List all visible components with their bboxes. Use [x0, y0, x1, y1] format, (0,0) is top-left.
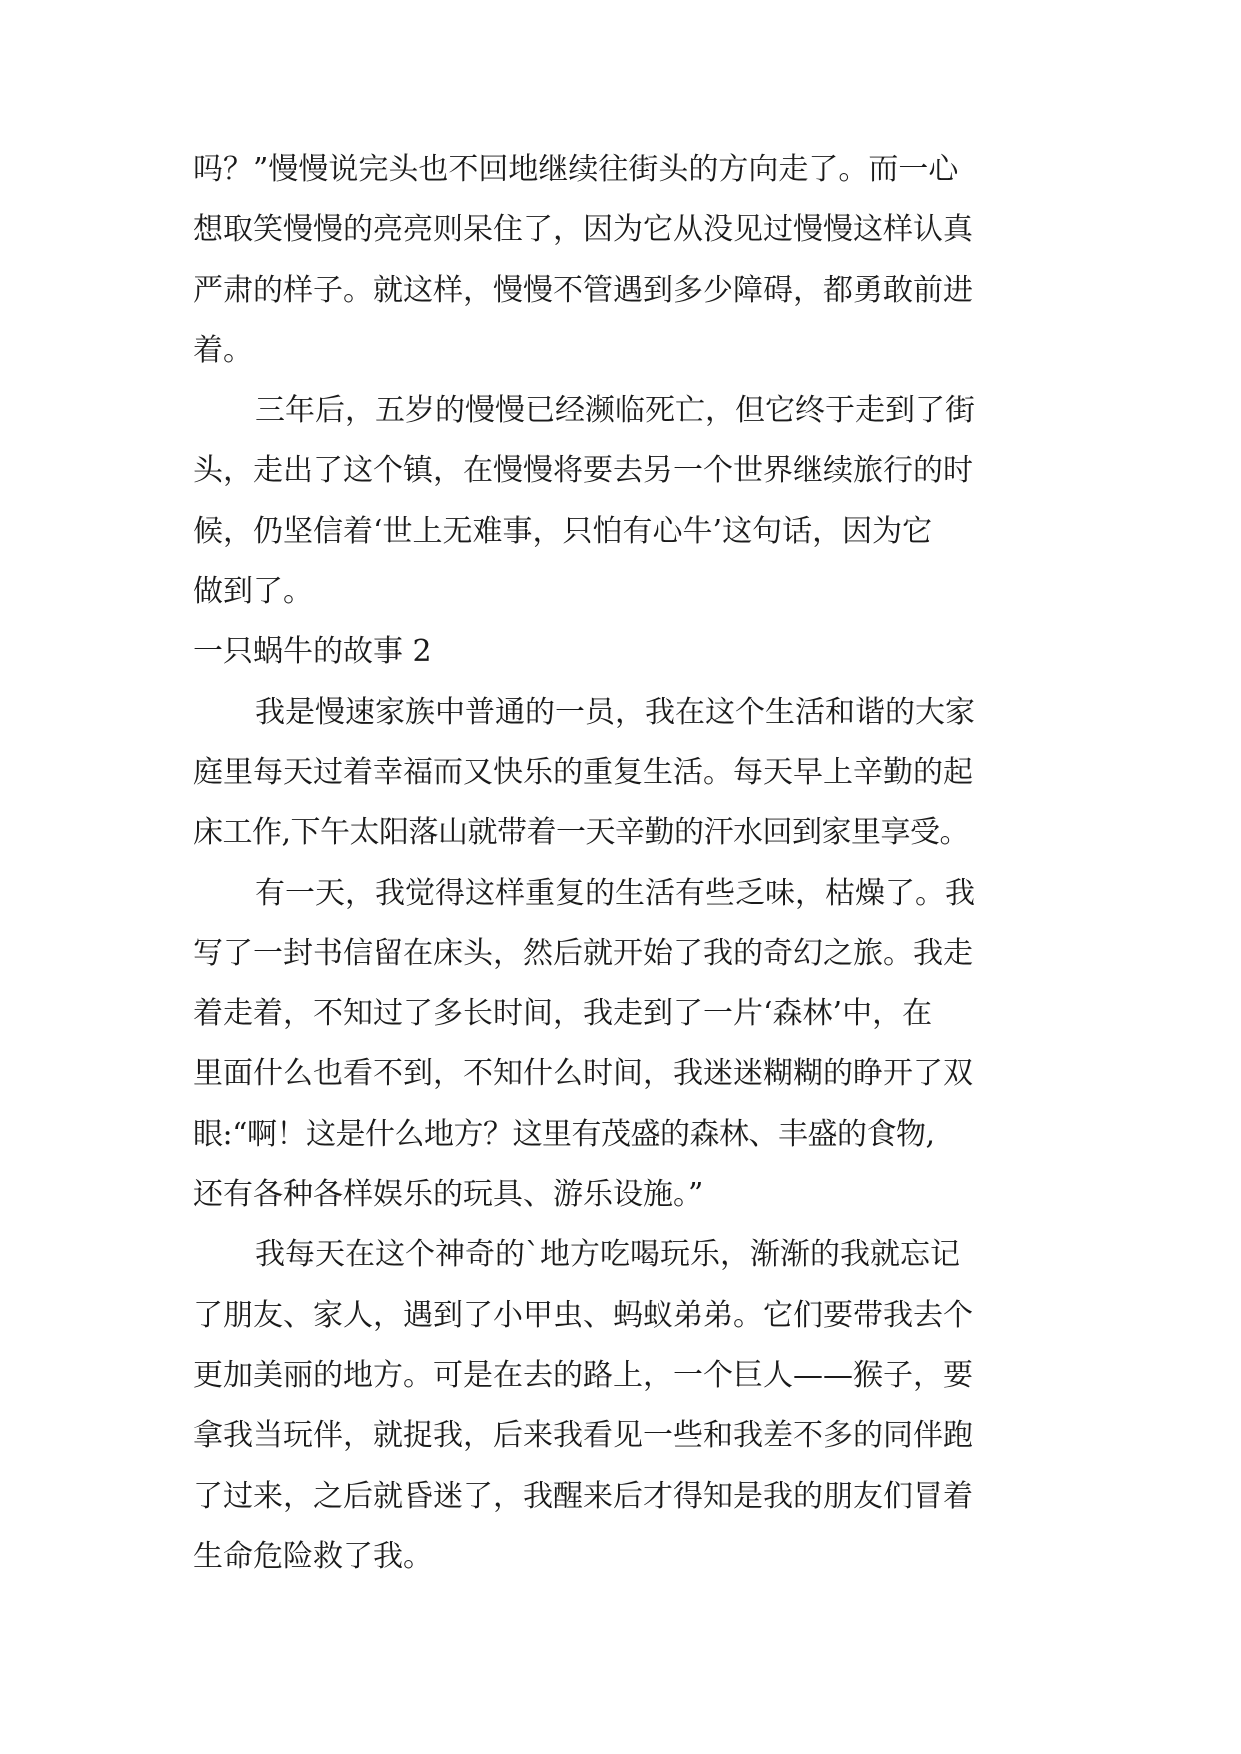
text-line: 着。 — [193, 332, 253, 368]
text-line: 更加美丽的地方。可是在去的路上，一个巨人——猴子，要 — [193, 1357, 973, 1393]
text-line: 做到了。 — [193, 574, 313, 610]
text-line: 庭里每天过着幸福而又快乐的重复生活。每天早上辛勤的起 — [193, 754, 973, 790]
section-heading: 一只蜗牛的故事 2 — [193, 634, 432, 670]
text-line: 里面什么也看不到，不知什么时间，我迷迷糊糊的睁开了双 — [193, 1056, 973, 1092]
text-line: 生命危险救了我。 — [193, 1538, 433, 1574]
paragraph-first-line: 我是慢速家族中普通的一员，我在这个生活和谐的大家 — [255, 694, 975, 730]
text-line: 了过来，之后就昏迷了，我醒来后才得知是我的朋友们冒着 — [193, 1478, 973, 1514]
text-line: 严肃的样子。就这样，慢慢不管遇到多少障碍，都勇敢前进 — [193, 272, 973, 308]
text-line: 拿我当玩伴，就捉我，后来我看见一些和我差不多的同伴跑 — [193, 1418, 973, 1454]
text-line: 着走着，不知过了多长时间，我走到了一片‘森林’中，在 — [193, 996, 933, 1032]
text-line: 写了一封书信留在床头，然后就开始了我的奇幻之旅。我走 — [193, 935, 973, 971]
document-body — [193, 140, 1063, 1587]
text-line: 床工作,下午太阳落山就带着一天辛勤的汗水回到家里享受。 — [193, 815, 970, 851]
text-line: 想取笑慢慢的亮亮则呆住了，因为它从没见过慢慢这样认真 — [193, 212, 973, 248]
text-line: 眼:“啊！这是什么地方？这里有茂盛的森林、丰盛的食物, — [193, 1116, 935, 1152]
paragraph-first-line: 有一天，我觉得这样重复的生活有些乏味，枯燥了。我 — [255, 875, 975, 911]
text-line: 候，仍坚信着‘世上无难事，只怕有心牛’这句话，因为它 — [193, 513, 933, 549]
text-line: 了朋友、家人，遇到了小甲虫、蚂蚁弟弟。它们要带我去个 — [193, 1297, 973, 1333]
text-line: 头，走出了这个镇，在慢慢将要去另一个世界继续旅行的时 — [193, 453, 973, 489]
paragraph-first-line: 三年后，五岁的慢慢已经濒临死亡，但它终于走到了街 — [255, 393, 975, 429]
paragraph-first-line: 我每天在这个神奇的`地方吃喝玩乐，渐渐的我就忘记 — [255, 1237, 960, 1273]
text-line: 还有各种各样娱乐的玩具、游乐设施。” — [193, 1177, 704, 1213]
text-line: 吗？”慢慢说完头也不回地继续往街头的方向走了。而一心 — [193, 152, 959, 187]
